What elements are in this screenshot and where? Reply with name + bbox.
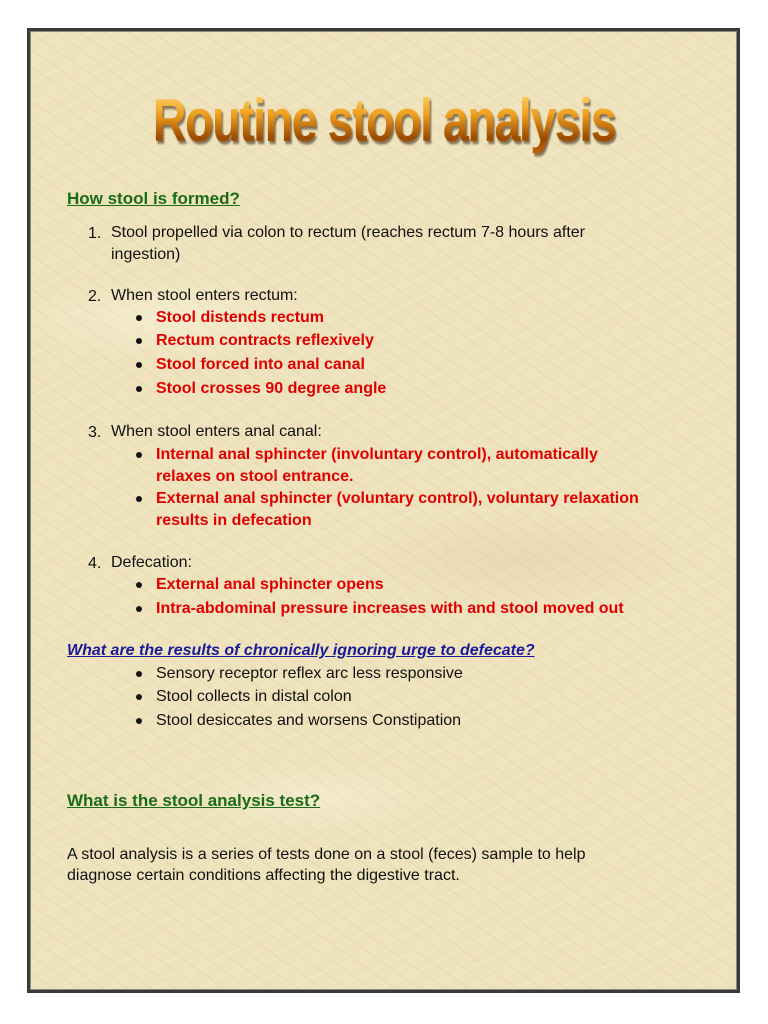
bullet-text: relaxes on stool entrance. bbox=[156, 468, 354, 485]
list-item-text: Defecation: bbox=[111, 554, 192, 571]
bullet-dot bbox=[136, 606, 142, 612]
bullet-text: results in defecation bbox=[156, 512, 312, 529]
bullet-text: Sensory receptor reflex arc less responsive bbox=[156, 665, 463, 682]
list-item-text: ingestion) bbox=[111, 246, 181, 263]
bullet-text: Stool collects in distal colon bbox=[156, 688, 352, 705]
list-item-text: When stool enters rectum: bbox=[111, 287, 298, 304]
bullet-dot bbox=[136, 315, 142, 321]
section-heading-how-formed: How stool is formed? bbox=[67, 189, 240, 208]
section-heading-stool-test: What is the stool analysis test? bbox=[67, 791, 321, 810]
list-number: 4. bbox=[88, 555, 102, 572]
paragraph-line: diagnose certain conditions affecting the digestive tract. bbox=[67, 867, 460, 884]
paragraph-line: A stool analysis is a series of tests done on a stool (feces) sample to help bbox=[67, 846, 586, 863]
list-item-text: When stool enters anal canal: bbox=[111, 423, 322, 440]
bullet-dot bbox=[136, 671, 142, 677]
bullet-text: Stool desiccates and worsens Constipation bbox=[156, 712, 462, 729]
bullet-text: External anal sphincter (voluntary control), voluntary relaxation bbox=[156, 490, 639, 507]
bullet-text: Stool crosses 90 degree angle bbox=[156, 380, 387, 397]
bullet-dot bbox=[136, 694, 142, 700]
list-number: 2. bbox=[88, 288, 102, 305]
page-title: Routine stool analysis bbox=[84, 86, 683, 156]
bullet-text: External anal sphincter opens bbox=[156, 576, 384, 593]
list-number: 3. bbox=[88, 424, 102, 441]
question-heading: What are the results of chronically ignoring urge to defecate? bbox=[67, 642, 535, 659]
bullet-text: Rectum contracts reflexively bbox=[156, 332, 374, 349]
bullet-dot bbox=[136, 718, 142, 724]
list-item-text: Stool propelled via colon to rectum (reaches rectum 7-8 hours after bbox=[111, 224, 586, 241]
bullet-text: Intra-abdominal pressure increases with and stool moved out bbox=[156, 600, 624, 617]
bullet-text: Stool forced into anal canal bbox=[156, 356, 365, 373]
bullet-dot bbox=[136, 338, 142, 344]
bullet-text: Stool distends rectum bbox=[156, 309, 325, 326]
bullet-text: Internal anal sphincter (involuntary control), automatically bbox=[156, 446, 598, 463]
list-number: 1. bbox=[88, 225, 102, 242]
bullet-dot bbox=[136, 496, 142, 502]
bullet-dot bbox=[136, 362, 142, 368]
bullet-dot bbox=[136, 452, 142, 458]
bullet-dot bbox=[136, 582, 142, 588]
bullet-dot bbox=[136, 386, 142, 392]
